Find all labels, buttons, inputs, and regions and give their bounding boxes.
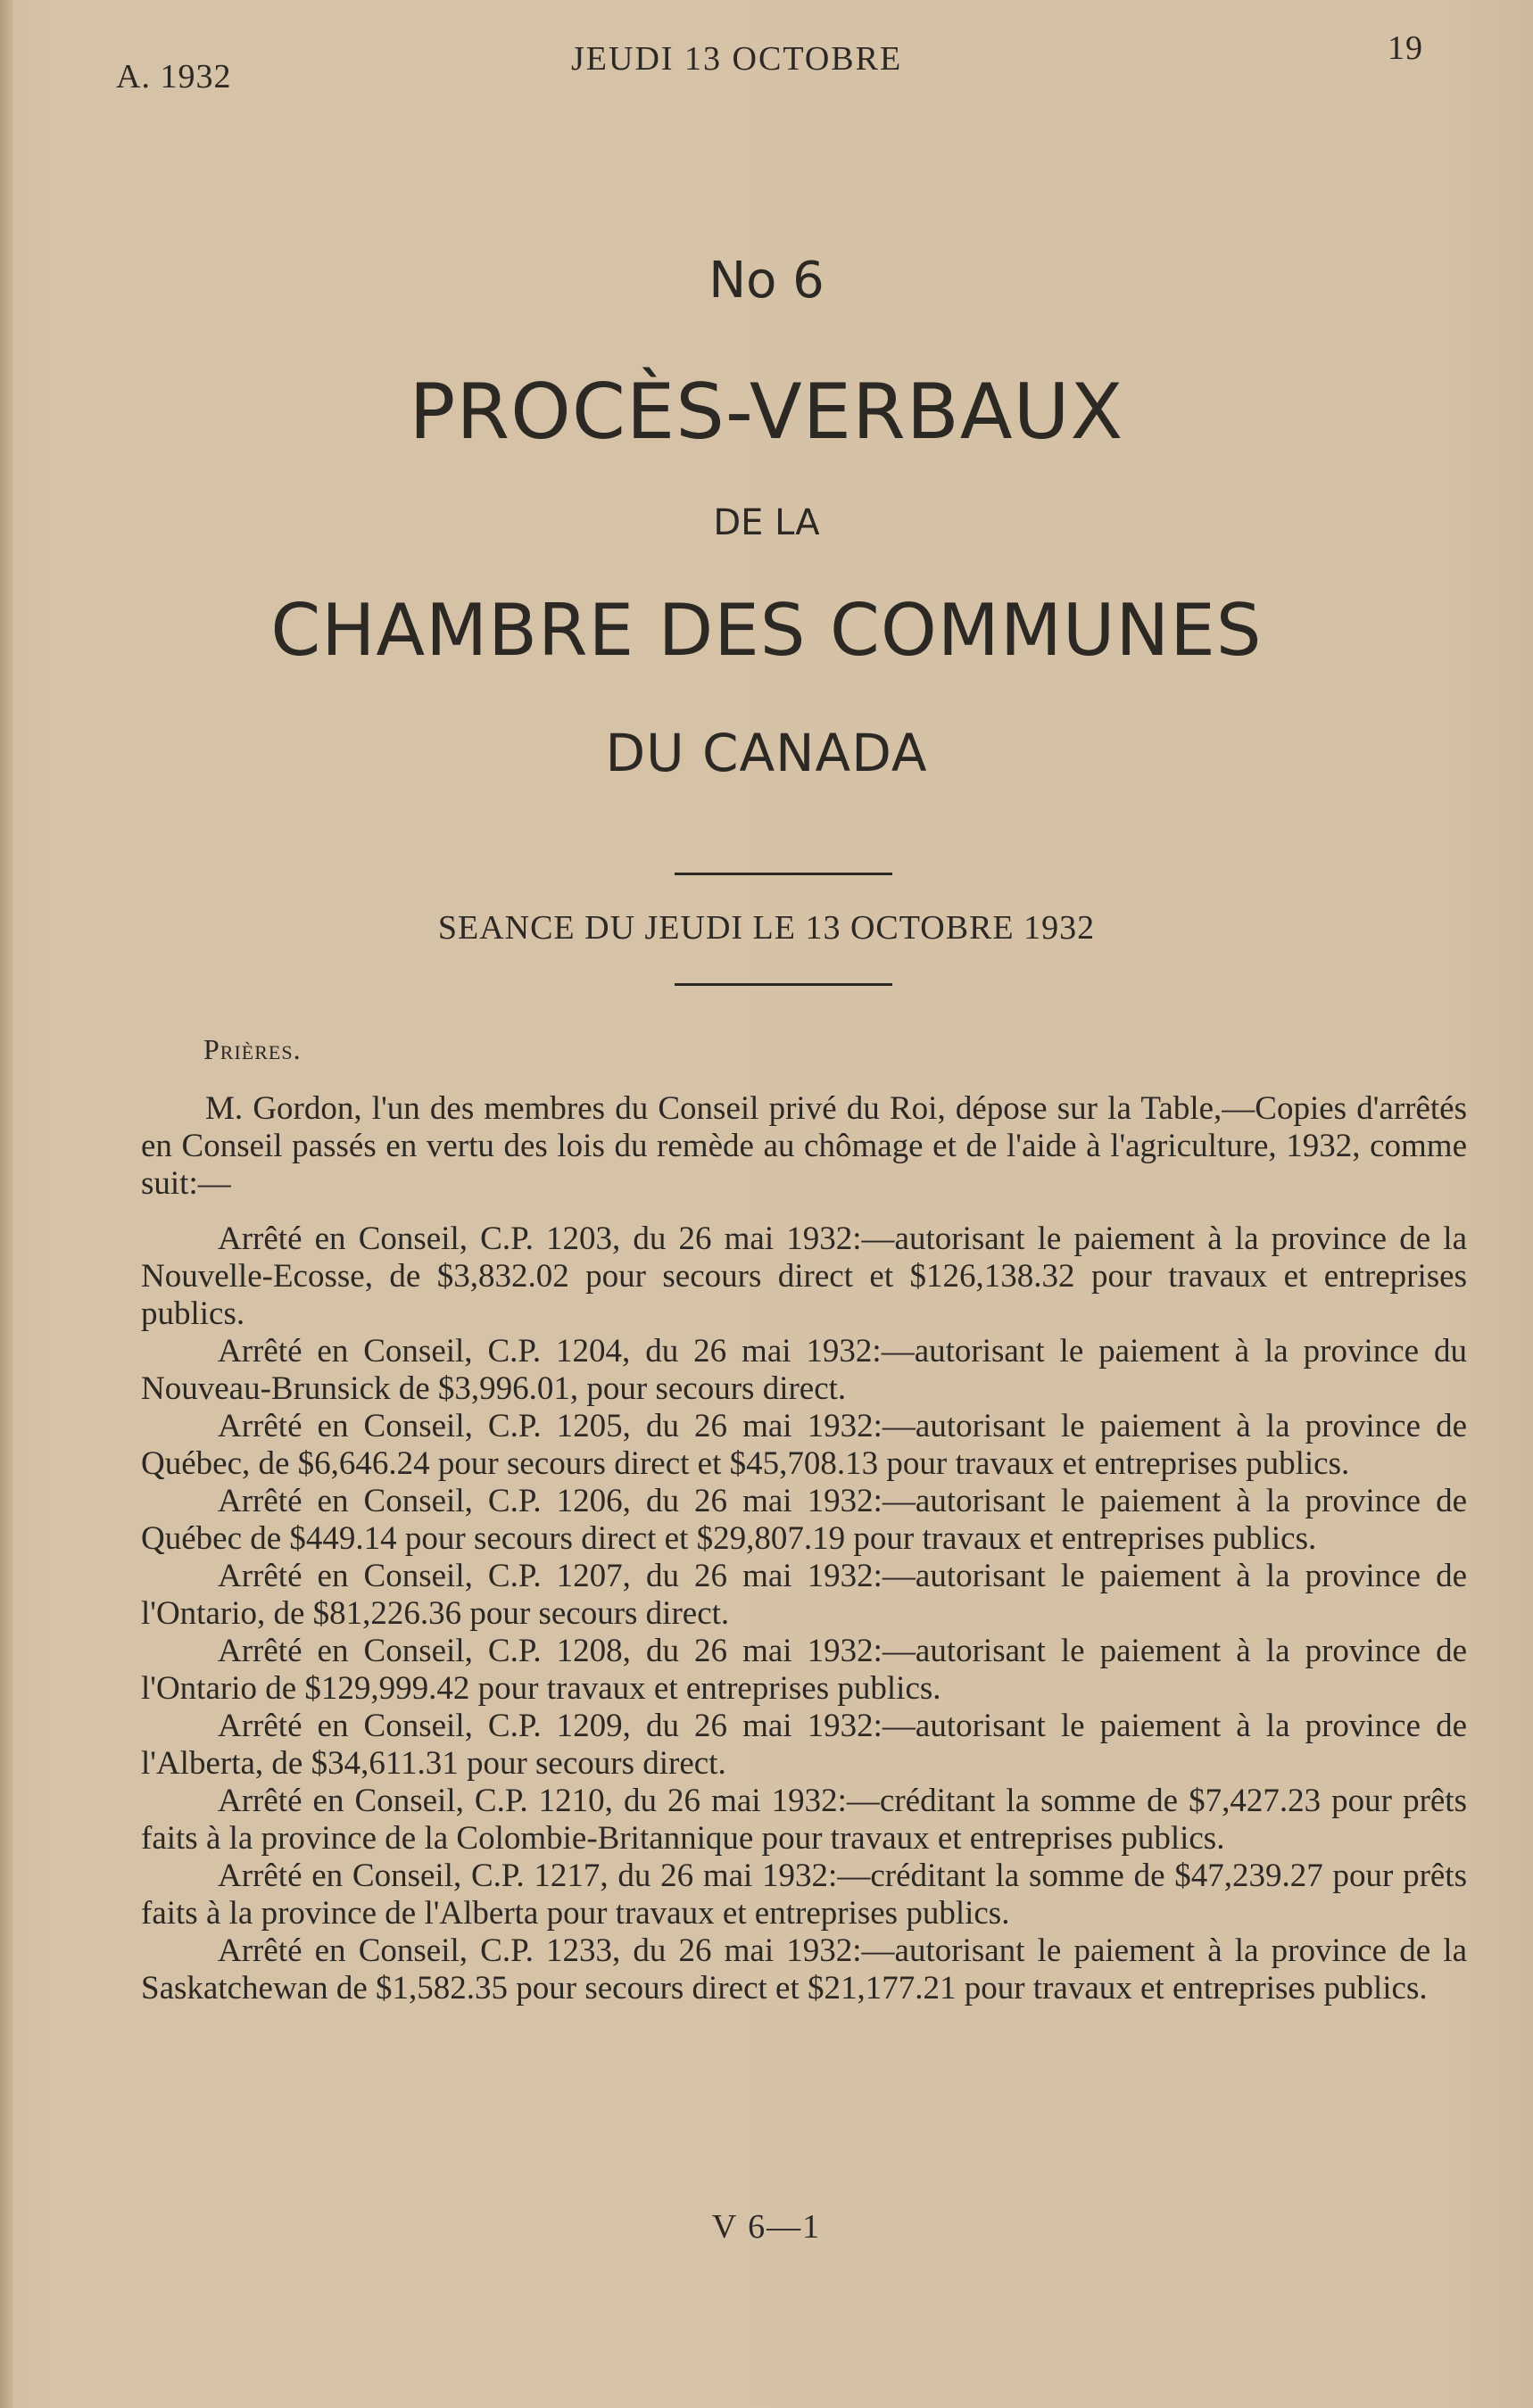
divider-bottom — [675, 983, 892, 986]
divider-top — [675, 873, 892, 875]
order-paragraph: Arrêté en Conseil, C.P. 1233, du 26 mai 1932:—autorisant le paiement à la province de la Saskatchewan de $1,582.35 pour secours direct et $21,177.21 pour travaux et entreprises publics. — [141, 1932, 1467, 2007]
document-title: PROCÈS-VERBAUX — [409, 368, 1124, 457]
order-paragraph: Arrêté en Conseil, C.P. 1206, du 26 mai 1932:—autorisant le paiement à la province de Québec de $449.14 pour secours direct et $29,807.19 pour travaux et entreprises publics. — [141, 1483, 1467, 1557]
signature-mark: V 6—1 — [711, 2208, 822, 2246]
header-date: JEUDI 13 OCTOBRE — [571, 40, 903, 78]
title-country: DU CANADA — [605, 723, 928, 783]
order-paragraph: Arrêté en Conseil, C.P. 1209, du 26 mai 1932:—autorisant le paiement à la province de l'Alberta, de $34,611.31 pour secours direct. — [141, 1708, 1467, 1782]
order-paragraph: Arrêté en Conseil, C.P. 1217, du 26 mai 1932:—créditant la somme de $47,239.27 pour prêts faits à la province de l'Alberta pour travaux et entreprises publics. — [141, 1858, 1467, 1932]
page-number: 19 — [1388, 29, 1423, 67]
title-connector: DE LA — [713, 502, 820, 543]
page-spine-shadow — [0, 0, 12, 2408]
order-paragraph: Arrêté en Conseil, C.P. 1207, du 26 mai 1932:—autorisant le paiement à la province de l'Ontario, de $81,226.36 pour secours direct. — [141, 1558, 1467, 1632]
order-paragraph: Arrêté en Conseil, C.P. 1204, du 26 mai 1932:—autorisant le paiement à la province du Nouveau-Brunsick de $3,996.01, pour secours direct. — [141, 1333, 1467, 1407]
prayers-heading: Prières. — [203, 1033, 302, 1065]
order-paragraph: Arrêté en Conseil, C.P. 1203, du 26 mai 1932:—autorisant le paiement à la province de la Nouvelle-Ecosse, de $3,832.02 pour secours direct et $126,138.32 pour travaux et entreprises publics. — [141, 1221, 1467, 1332]
issue-number: No 6 — [708, 252, 825, 310]
header-year: A. 1932 — [116, 58, 232, 95]
order-paragraph: Arrêté en Conseil, C.P. 1210, du 26 mai 1932:—créditant la somme de $7,427.23 pour prêts faits à la province de la Colombie-Britannique pour travaux et entreprises publics. — [141, 1783, 1467, 1857]
orders-list — [141, 1221, 1467, 2007]
order-paragraph: Arrêté en Conseil, C.P. 1205, du 26 mai 1932:—autorisant le paiement à la province de Québec, de $6,646.24 pour secours direct et $45,708.13 pour travaux et entreprises publics. — [141, 1408, 1467, 1482]
order-paragraph: Arrêté en Conseil, C.P. 1208, du 26 mai 1932:—autorisant le paiement à la province de l'Ontario de $129,999.42 pour travaux et entreprises publics. — [141, 1633, 1467, 1707]
intro-paragraph: M. Gordon, l'un des membres du Conseil privé du Roi, dépose sur la Table,—Copies d'arrêtés en Conseil passés en vertu des lois du remède au chômage et de l'aide à l'agriculture, 1932, comme suit:— — [141, 1090, 1467, 1202]
session-heading: SEANCE DU JEUDI LE 13 OCTOBRE 1932 — [437, 909, 1096, 947]
title-chamber: CHAMBRE DES COMMUNES — [270, 589, 1263, 672]
